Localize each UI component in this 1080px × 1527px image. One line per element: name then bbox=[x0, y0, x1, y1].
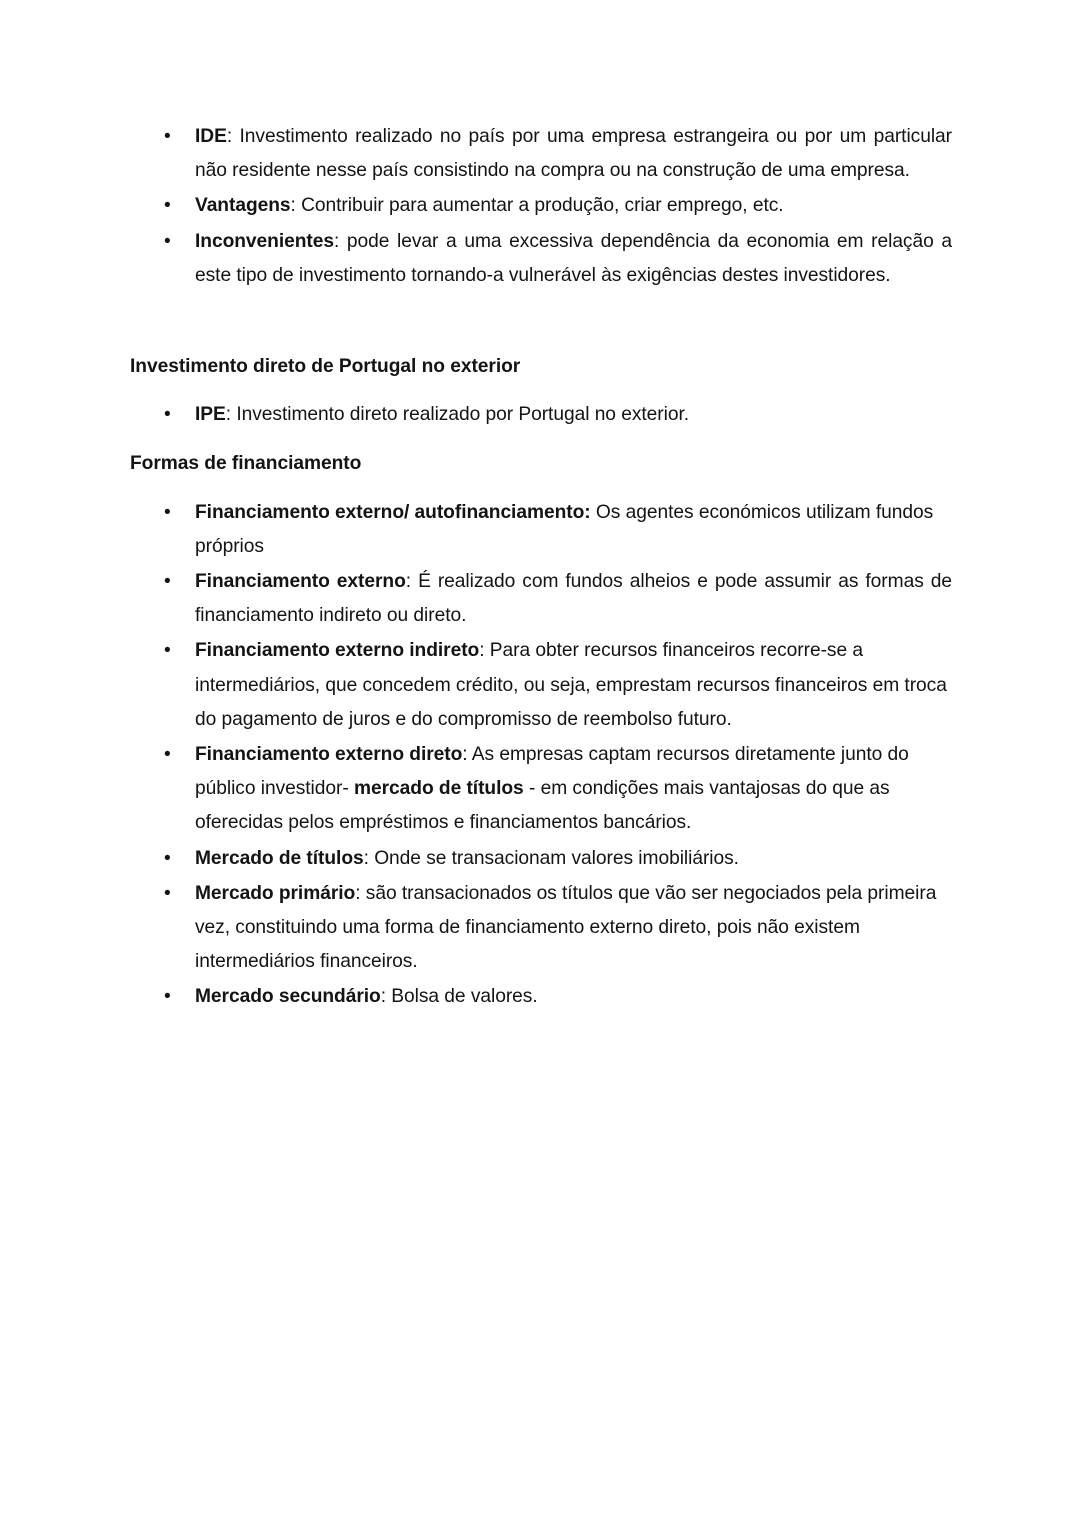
list-item bbox=[130, 496, 952, 564]
bullet-body-post: - em condições mais vantajosas do que as oferecidas pelos empréstimos e financiamentos bancários. bbox=[195, 778, 890, 834]
ide-bullet-list bbox=[130, 120, 952, 293]
bullet-term: Financiamento externo/ autofinanciamento: bbox=[195, 501, 591, 523]
bullet-separator: : bbox=[462, 744, 472, 766]
bullet-body: Onde se transacionam valores imobiliários. bbox=[374, 847, 739, 869]
list-item bbox=[130, 842, 952, 876]
bullet-separator: : bbox=[225, 404, 237, 426]
list-item bbox=[130, 120, 952, 188]
bullet-body-emphasis: mercado de títulos bbox=[353, 778, 524, 800]
bullet-term: Mercado secundário bbox=[195, 986, 381, 1008]
bullet-term: Vantagens bbox=[195, 195, 291, 217]
bullet-body: pode levar a uma excessiva dependência da economia em relação a este tipo de investimento tornando-a vulnerável às exigências destes investidores. bbox=[195, 230, 952, 286]
section-heading-formas-financiamento: Formas de financiamento bbox=[130, 453, 362, 475]
bullet-body: Bolsa de valores. bbox=[391, 986, 538, 1008]
list-item bbox=[130, 565, 952, 633]
list-item bbox=[130, 738, 952, 841]
bullet-term: Financiamento externo indireto bbox=[195, 640, 480, 662]
document-content bbox=[130, 120, 952, 1016]
bullet-term: Financiamento externo direto bbox=[195, 744, 463, 766]
bullet-separator: : bbox=[479, 640, 490, 662]
list-item bbox=[130, 189, 952, 223]
bullet-body: Para obter recursos financeiros recorre-se a intermediários, que concedem crédito, ou seja, emprestam recursos financeiros em troca do pagamento de juros e do compromisso de reembolso futuro. bbox=[195, 640, 947, 730]
bullet-body: Os agentes económicos utilizam fundos próprios bbox=[195, 501, 934, 557]
bullet-term: Inconvenientes bbox=[195, 230, 334, 252]
bullet-term: IDE bbox=[195, 126, 227, 147]
list-item bbox=[130, 877, 952, 980]
bullet-term: Mercado de títulos bbox=[195, 847, 364, 869]
financiamento-bullet-list bbox=[130, 496, 952, 1015]
bullet-term: Mercado primário bbox=[195, 882, 356, 904]
bullet-separator: : bbox=[290, 195, 302, 217]
bullet-separator: : bbox=[355, 882, 366, 904]
bullet-separator: : bbox=[380, 986, 392, 1008]
list-item bbox=[130, 225, 952, 293]
section-spacer bbox=[130, 433, 952, 447]
bullet-body: Investimento realizado no país por uma empresa estrangeira ou por um particular não residente nesse país consistindo na compra ou na construção de uma empresa. bbox=[195, 126, 952, 182]
list-item bbox=[130, 634, 952, 737]
bullet-body: Contribuir para aumentar a produção, criar emprego, etc. bbox=[301, 195, 784, 217]
bullet-separator: : bbox=[226, 126, 240, 147]
bullet-body: são transacionados os títulos que vão ser negociados pela primeira vez, constituindo uma forma de financiamento externo direto, pois não existem intermediários financeiros. bbox=[195, 882, 937, 973]
page-blank-area bbox=[0, 1020, 1080, 1527]
bullet-separator: : bbox=[405, 571, 419, 593]
section-heading-ipe: Investimento direto de Portugal no exterior bbox=[130, 356, 521, 378]
list-item bbox=[130, 980, 952, 1014]
bullet-body-pre: As empresas captam recursos diretamente junto do público investidor- bbox=[195, 744, 909, 800]
bullet-term: Financiamento externo bbox=[195, 571, 406, 593]
ipe-bullet-list bbox=[130, 398, 952, 432]
bullet-body: É realizado com fundos alheios e pode assumir as formas de financiamento indireto ou direto. bbox=[195, 571, 953, 627]
section-spacer bbox=[130, 294, 952, 350]
bullet-term: IPE bbox=[195, 404, 226, 426]
list-item bbox=[130, 398, 952, 432]
bullet-separator: : bbox=[333, 230, 347, 252]
bullet-separator: : bbox=[363, 847, 375, 869]
bullet-body: Investimento direto realizado por Portugal no exterior. bbox=[236, 404, 690, 426]
